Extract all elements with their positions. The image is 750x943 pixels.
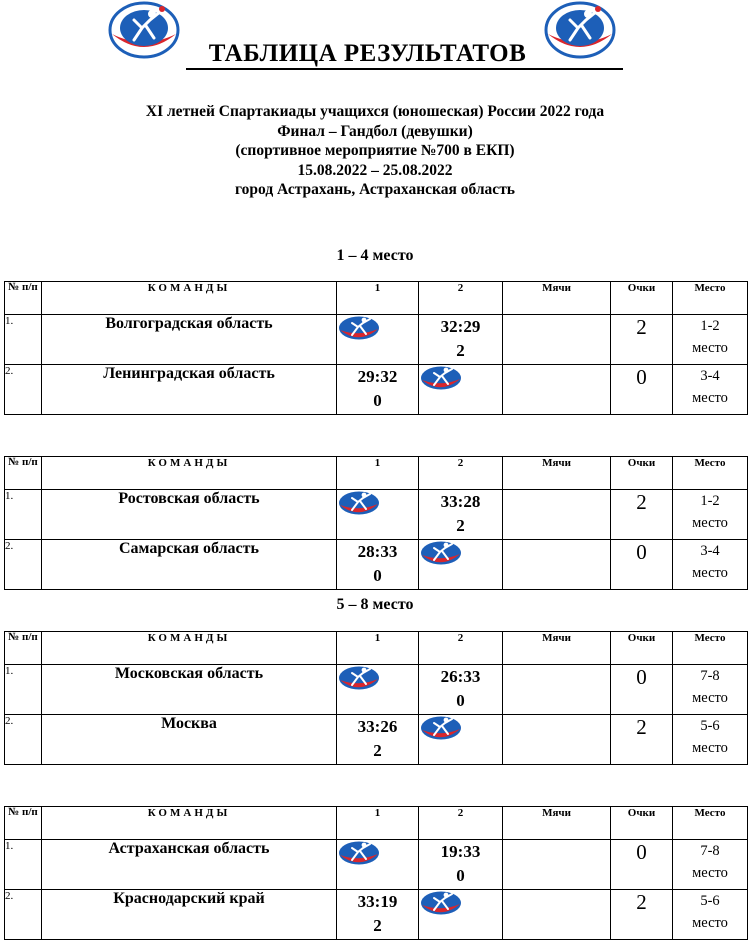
handball-player-icon (419, 715, 502, 741)
score-col-2 (419, 490, 503, 540)
header-points (611, 282, 673, 315)
points-cell (611, 315, 673, 365)
header-col-1 (337, 457, 419, 490)
match-score: 28:33 (357, 542, 398, 561)
team-name (42, 540, 337, 590)
section-title: 1 – 4 место (336, 247, 414, 264)
place-word: место (692, 865, 728, 881)
header-place-label: Место (694, 632, 726, 644)
match-points: 2 (373, 916, 382, 935)
results-table (4, 806, 748, 940)
handball-player-icon (419, 365, 502, 391)
match-score: 26:33 (440, 667, 481, 686)
table-row (5, 540, 748, 590)
team-name (42, 490, 337, 540)
points-cell (611, 490, 673, 540)
row-number (5, 365, 42, 415)
row-number (5, 540, 42, 590)
header-col-1-label: 1 (374, 807, 381, 819)
header-points (611, 632, 673, 665)
header-col-1-label: 1 (374, 632, 381, 644)
points-value: 2 (636, 715, 647, 739)
handball-player-icon (337, 840, 418, 866)
header-col-2-label: 2 (457, 282, 464, 294)
header-col-2 (419, 632, 503, 665)
row-number (5, 315, 42, 365)
self-match-cell (419, 365, 503, 415)
place-cell (673, 315, 748, 365)
header-points-label: Очки (627, 282, 656, 294)
header-balls (503, 632, 611, 665)
balls-cell (503, 365, 611, 415)
match-points: 0 (456, 866, 465, 885)
self-match-cell (337, 490, 419, 540)
header-num (5, 632, 42, 665)
table-row (5, 490, 748, 540)
header-col-2-label: 2 (457, 457, 464, 469)
header-place (673, 807, 748, 840)
balls-cell (503, 715, 611, 765)
header-balls-label: Мячи (542, 282, 571, 294)
row-number (5, 490, 42, 540)
points-value: 2 (636, 490, 647, 514)
points-cell (611, 365, 673, 415)
document-header (0, 0, 750, 80)
place-word: место (692, 515, 728, 531)
score-col-2 (419, 665, 503, 715)
table-header-row (5, 457, 748, 490)
score-col-1 (337, 365, 419, 415)
handball-player-icon (337, 315, 418, 341)
team-name (42, 715, 337, 765)
row-number-label: 2. (5, 540, 14, 552)
place-word: место (692, 340, 728, 356)
row-number-label: 1. (5, 665, 14, 677)
handball-player-icon (419, 540, 502, 566)
match-score: 32:29 (440, 317, 481, 336)
header-balls (503, 807, 611, 840)
place-word: место (692, 740, 728, 756)
self-match-cell (337, 840, 419, 890)
self-match-cell (419, 890, 503, 940)
team-name-label: Волгоградская область (105, 315, 273, 332)
team-name-label: Ростовская область (118, 490, 260, 507)
event-subtitle (0, 102, 750, 200)
page-title: ТАБЛИЦА РЕЗУЛЬТАТОВ (208, 40, 527, 67)
header-num-label: № п/п (8, 456, 38, 468)
match-points: 0 (373, 566, 382, 585)
section-title: 5 – 8 место (336, 596, 414, 613)
header-teams (42, 282, 337, 315)
balls-cell (503, 840, 611, 890)
header-num-label: № п/п (8, 631, 38, 643)
header-num (5, 807, 42, 840)
header-teams-label: КОМАНДЫ (147, 282, 231, 294)
row-number-label: 2. (5, 715, 14, 727)
match-points: 0 (373, 391, 382, 410)
header-balls (503, 282, 611, 315)
subtitle-line: Финал – Гандбол (девушки) (277, 122, 473, 140)
self-match-cell (419, 715, 503, 765)
header-points (611, 807, 673, 840)
header-points-label: Очки (627, 807, 656, 819)
header-col-2 (419, 807, 503, 840)
row-number (5, 715, 42, 765)
match-score: 33:19 (357, 892, 398, 911)
points-cell (611, 665, 673, 715)
points-cell (611, 840, 673, 890)
subtitle-line: XI летней Спартакиады учащихся (юношеская) России 2022 года (145, 103, 605, 120)
place-word: место (692, 690, 728, 706)
header-col-1-label: 1 (374, 457, 381, 469)
points-value: 0 (636, 665, 647, 689)
team-name-label: Московская область (114, 665, 264, 682)
self-match-cell (419, 540, 503, 590)
score-col-1 (337, 890, 419, 940)
results-table (4, 456, 748, 590)
place-range: 1-2 (700, 493, 720, 509)
header-col-2 (419, 282, 503, 315)
header-points (611, 457, 673, 490)
place-word: место (692, 565, 728, 581)
match-points: 0 (456, 691, 465, 710)
header-teams (42, 807, 337, 840)
place-cell (673, 490, 748, 540)
team-name-label: Москва (161, 715, 217, 732)
header-balls-label: Мячи (542, 632, 571, 644)
header-teams (42, 632, 337, 665)
header-teams-label: КОМАНДЫ (147, 457, 231, 469)
balls-cell (503, 665, 611, 715)
header-teams-label: КОМАНДЫ (147, 807, 231, 819)
header-place-label: Место (694, 282, 726, 294)
team-name (42, 840, 337, 890)
score-col-1 (337, 540, 419, 590)
match-score: 19:33 (440, 842, 481, 861)
header-num (5, 282, 42, 315)
subtitle-line: (спортивное мероприятие №700 в ЕКП) (235, 142, 515, 159)
team-name (42, 315, 337, 365)
header-col-1 (337, 632, 419, 665)
place-cell (673, 715, 748, 765)
results-table (4, 631, 748, 765)
header-teams-label: КОМАНДЫ (147, 632, 231, 644)
match-score: 33:26 (357, 717, 398, 736)
team-name (42, 365, 337, 415)
match-score: 33:28 (440, 492, 481, 511)
place-range: 7-8 (700, 668, 720, 684)
score-col-2 (419, 315, 503, 365)
team-name-label: Самарская область (119, 540, 259, 557)
score-col-2 (419, 840, 503, 890)
points-cell (611, 890, 673, 940)
score-col-1 (337, 715, 419, 765)
row-number-label: 2. (5, 890, 14, 902)
header-col-2 (419, 457, 503, 490)
header-col-2-label: 2 (457, 807, 464, 819)
points-value: 2 (636, 890, 647, 914)
row-number-label: 1. (5, 840, 14, 852)
place-range: 3-4 (700, 543, 720, 559)
team-name-label: Астраханская область (108, 840, 270, 857)
place-word: место (692, 390, 728, 406)
team-name-label: Краснодарский край (113, 890, 265, 907)
row-number (5, 890, 42, 940)
place-range: 5-6 (700, 718, 720, 734)
match-points: 2 (373, 741, 382, 760)
table-header-row (5, 632, 748, 665)
table-row (5, 365, 748, 415)
header-num (5, 457, 42, 490)
row-number-label: 2. (5, 365, 14, 377)
title-underline (186, 68, 623, 70)
team-name (42, 890, 337, 940)
header-points-label: Очки (627, 632, 656, 644)
match-score: 29:32 (357, 367, 398, 386)
header-balls (503, 457, 611, 490)
points-cell (611, 540, 673, 590)
team-name (42, 665, 337, 715)
header-balls-label: Мячи (542, 807, 571, 819)
handball-player-icon (337, 665, 418, 691)
handball-federation-logo-icon (540, 0, 620, 60)
header-col-1-label: 1 (374, 282, 381, 294)
handball-player-icon (419, 890, 502, 916)
table-row (5, 890, 748, 940)
balls-cell (503, 540, 611, 590)
place-cell (673, 665, 748, 715)
table-row (5, 840, 748, 890)
points-value: 0 (636, 365, 647, 389)
header-place (673, 632, 748, 665)
row-number (5, 840, 42, 890)
header-points-label: Очки (627, 457, 656, 469)
header-balls-label: Мячи (542, 457, 571, 469)
points-value: 2 (636, 315, 647, 339)
handball-federation-logo-icon (104, 0, 184, 60)
table-row (5, 315, 748, 365)
points-value: 0 (636, 540, 647, 564)
balls-cell (503, 890, 611, 940)
header-col-1 (337, 807, 419, 840)
row-number (5, 665, 42, 715)
match-points: 2 (456, 516, 465, 535)
subtitle-line: 15.08.2022 – 25.08.2022 (297, 161, 453, 179)
header-num-label: № п/п (8, 806, 38, 818)
table-header-row (5, 282, 748, 315)
header-place-label: Место (694, 457, 726, 469)
header-place (673, 457, 748, 490)
subtitle-line: город Астрахань, Астраханская область (235, 181, 515, 198)
place-word: место (692, 915, 728, 931)
results-table (4, 281, 748, 415)
header-teams (42, 457, 337, 490)
header-place (673, 282, 748, 315)
balls-cell (503, 315, 611, 365)
match-points: 2 (456, 341, 465, 360)
row-number-label: 1. (5, 490, 14, 502)
place-range: 3-4 (700, 368, 720, 384)
place-range: 5-6 (700, 893, 720, 909)
table-row (5, 715, 748, 765)
place-range: 1-2 (700, 318, 720, 334)
header-num-label: № п/п (8, 281, 38, 293)
table-row (5, 665, 748, 715)
row-number-label: 1. (5, 315, 14, 327)
header-place-label: Место (694, 807, 726, 819)
balls-cell (503, 490, 611, 540)
header-col-1 (337, 282, 419, 315)
table-header-row (5, 807, 748, 840)
handball-player-icon (337, 490, 418, 516)
header-col-2-label: 2 (457, 632, 464, 644)
points-value: 0 (636, 840, 647, 864)
team-name-label: Ленинградская область (103, 365, 275, 382)
points-cell (611, 715, 673, 765)
place-cell (673, 890, 748, 940)
place-range: 7-8 (700, 843, 720, 859)
self-match-cell (337, 665, 419, 715)
self-match-cell (337, 315, 419, 365)
place-cell (673, 840, 748, 890)
place-cell (673, 365, 748, 415)
place-cell (673, 540, 748, 590)
